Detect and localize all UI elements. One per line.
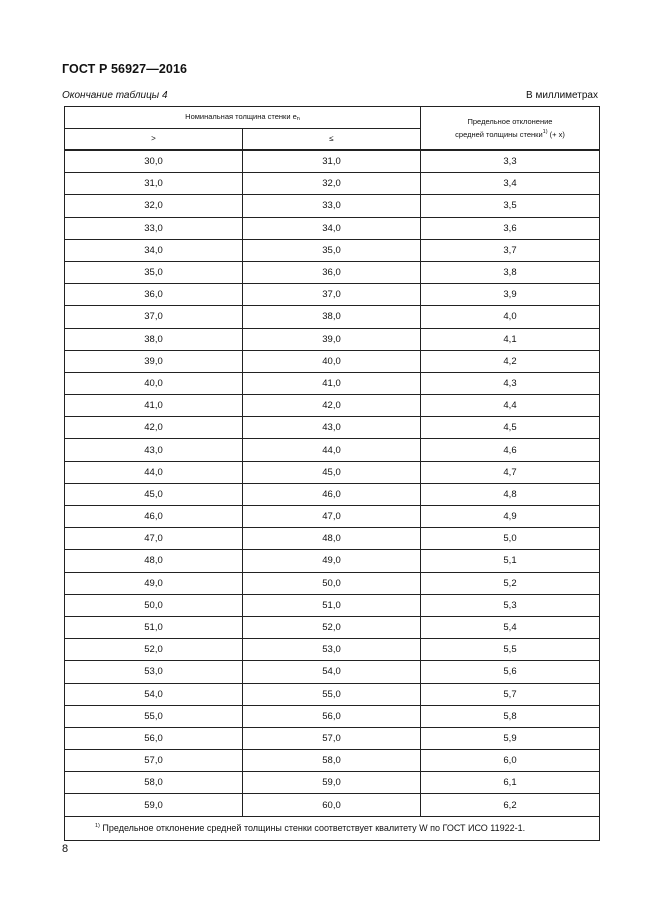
deviation-cell: 5,1 (421, 550, 600, 572)
table-row (65, 306, 600, 328)
footnote-text: Предельное отклонение средней толщины стенки соответствует квалитету W по ГОСТ ИСО 11922-1. (102, 823, 526, 834)
thickness-from-cell: 46,0 (65, 506, 243, 528)
table-row (65, 750, 600, 772)
table-row (65, 150, 600, 173)
table-row (65, 350, 600, 372)
footnote (65, 816, 600, 840)
thickness-from-cell: 38,0 (65, 328, 243, 350)
table-row (65, 417, 600, 439)
table-row (65, 239, 600, 261)
table-row (65, 328, 600, 350)
deviation-cell: 4,9 (421, 506, 600, 528)
deviation-header-line2: средней толщины стенки (455, 129, 543, 139)
thickness-from-cell: 37,0 (65, 306, 243, 328)
thickness-from-cell: 59,0 (65, 794, 243, 816)
deviation-cell: 4,5 (421, 417, 600, 439)
deviation-header-note: 1) (542, 128, 548, 135)
thickness-from-cell: 40,0 (65, 372, 243, 394)
deviation-header-tolerance: (+ x) (549, 129, 565, 139)
table-header-row (65, 107, 600, 129)
table-row (65, 461, 600, 483)
table-row (65, 550, 600, 572)
table-row (65, 528, 600, 550)
thickness-to-cell: 39,0 (243, 328, 421, 350)
greater-than-header: > (65, 129, 243, 151)
thickness-to-cell: 35,0 (243, 239, 421, 261)
thickness-from-cell: 33,0 (65, 217, 243, 239)
thickness-from-cell: 50,0 (65, 594, 243, 616)
thickness-to-cell: 46,0 (243, 483, 421, 505)
deviation-cell: 4,0 (421, 306, 600, 328)
thickness-from-cell: 48,0 (65, 550, 243, 572)
deviation-cell: 3,8 (421, 261, 600, 283)
thickness-to-cell: 59,0 (243, 772, 421, 794)
thickness-to-cell: 49,0 (243, 550, 421, 572)
thickness-from-cell: 52,0 (65, 639, 243, 661)
table-row (65, 794, 600, 816)
deviation-cell: 4,7 (421, 461, 600, 483)
deviation-cell: 5,5 (421, 639, 600, 661)
units-label: В миллиметрах (526, 90, 598, 101)
less-or-equal-header: ≤ (243, 129, 421, 151)
thickness-from-cell: 58,0 (65, 772, 243, 794)
thickness-to-cell: 54,0 (243, 661, 421, 683)
deviation-cell: 3,5 (421, 195, 600, 217)
thickness-to-cell: 34,0 (243, 217, 421, 239)
thickness-from-cell: 30,0 (65, 150, 243, 173)
thickness-to-cell: 57,0 (243, 727, 421, 749)
table-row (65, 727, 600, 749)
table-row (65, 173, 600, 195)
footnote-row (65, 816, 600, 840)
deviation-cell: 5,3 (421, 594, 600, 616)
document-standard-number: ГОСТ Р 56927—2016 (62, 62, 188, 76)
thickness-to-cell: 52,0 (243, 616, 421, 638)
thickness-from-cell: 31,0 (65, 173, 243, 195)
thickness-to-cell: 50,0 (243, 572, 421, 594)
table-row (65, 195, 600, 217)
deviation-cell: 3,4 (421, 173, 600, 195)
thickness-from-cell: 45,0 (65, 483, 243, 505)
deviation-cell: 3,3 (421, 150, 600, 173)
thickness-deviation-table (64, 106, 600, 841)
thickness-from-cell: 51,0 (65, 616, 243, 638)
table-row (65, 772, 600, 794)
thickness-from-cell: 47,0 (65, 528, 243, 550)
table-row (65, 639, 600, 661)
nominal-thickness-header (65, 107, 421, 129)
thickness-to-cell: 40,0 (243, 350, 421, 372)
thickness-to-cell: 32,0 (243, 173, 421, 195)
table-row (65, 594, 600, 616)
table-row (65, 483, 600, 505)
thickness-to-cell: 45,0 (243, 461, 421, 483)
thickness-to-cell: 58,0 (243, 750, 421, 772)
table-row (65, 372, 600, 394)
thickness-to-cell: 38,0 (243, 306, 421, 328)
deviation-cell: 3,7 (421, 239, 600, 261)
thickness-to-cell: 44,0 (243, 439, 421, 461)
thickness-to-cell: 56,0 (243, 705, 421, 727)
thickness-to-cell: 47,0 (243, 506, 421, 528)
thickness-from-cell: 56,0 (65, 727, 243, 749)
deviation-cell: 4,4 (421, 395, 600, 417)
thickness-from-cell: 49,0 (65, 572, 243, 594)
deviation-cell: 5,6 (421, 661, 600, 683)
deviation-cell: 4,1 (421, 328, 600, 350)
deviation-cell: 3,9 (421, 284, 600, 306)
deviation-cell: 5,4 (421, 616, 600, 638)
thickness-to-cell: 51,0 (243, 594, 421, 616)
table-caption: Окончание таблицы 4 (62, 90, 168, 101)
page-number: 8 (62, 843, 69, 855)
deviation-cell: 5,2 (421, 572, 600, 594)
table-row (65, 217, 600, 239)
deviation-header-line1: Предельное отклонение (467, 116, 553, 126)
table-row (65, 261, 600, 283)
thickness-from-cell: 53,0 (65, 661, 243, 683)
deviation-cell: 6,1 (421, 772, 600, 794)
thickness-to-cell: 31,0 (243, 150, 421, 173)
deviation-header (421, 107, 600, 151)
thickness-to-cell: 55,0 (243, 683, 421, 705)
thickness-from-cell: 39,0 (65, 350, 243, 372)
table-row (65, 284, 600, 306)
table-row (65, 683, 600, 705)
thickness-to-cell: 53,0 (243, 639, 421, 661)
deviation-cell: 4,3 (421, 372, 600, 394)
thickness-to-cell: 48,0 (243, 528, 421, 550)
thickness-from-cell: 43,0 (65, 439, 243, 461)
thickness-to-cell: 43,0 (243, 417, 421, 439)
deviation-cell: 6,0 (421, 750, 600, 772)
thickness-from-cell: 42,0 (65, 417, 243, 439)
table-row (65, 705, 600, 727)
deviation-cell: 4,2 (421, 350, 600, 372)
deviation-cell: 5,9 (421, 727, 600, 749)
thickness-from-cell: 32,0 (65, 195, 243, 217)
thickness-to-cell: 41,0 (243, 372, 421, 394)
thickness-from-cell: 36,0 (65, 284, 243, 306)
table-row (65, 395, 600, 417)
table-row (65, 616, 600, 638)
deviation-cell: 3,6 (421, 217, 600, 239)
thickness-from-cell: 34,0 (65, 239, 243, 261)
thickness-from-cell: 54,0 (65, 683, 243, 705)
deviation-cell: 4,8 (421, 483, 600, 505)
deviation-cell: 4,6 (421, 439, 600, 461)
deviation-cell: 5,7 (421, 683, 600, 705)
thickness-from-cell: 55,0 (65, 705, 243, 727)
thickness-from-cell: 35,0 (65, 261, 243, 283)
table-row (65, 439, 600, 461)
thickness-from-cell: 44,0 (65, 461, 243, 483)
table-row (65, 661, 600, 683)
thickness-to-cell: 36,0 (243, 261, 421, 283)
thickness-to-cell: 60,0 (243, 794, 421, 816)
thickness-to-cell: 33,0 (243, 195, 421, 217)
table-row (65, 572, 600, 594)
thickness-to-cell: 42,0 (243, 395, 421, 417)
footnote-mark: 1) (95, 823, 100, 830)
deviation-cell: 5,8 (421, 705, 600, 727)
thickness-from-cell: 41,0 (65, 395, 243, 417)
nominal-thickness-label: Номинальная толщина стенки e (185, 111, 297, 121)
deviation-cell: 6,2 (421, 794, 600, 816)
table-row (65, 506, 600, 528)
nominal-thickness-subscript: n (296, 115, 300, 122)
thickness-from-cell: 57,0 (65, 750, 243, 772)
thickness-to-cell: 37,0 (243, 284, 421, 306)
deviation-cell: 5,0 (421, 528, 600, 550)
